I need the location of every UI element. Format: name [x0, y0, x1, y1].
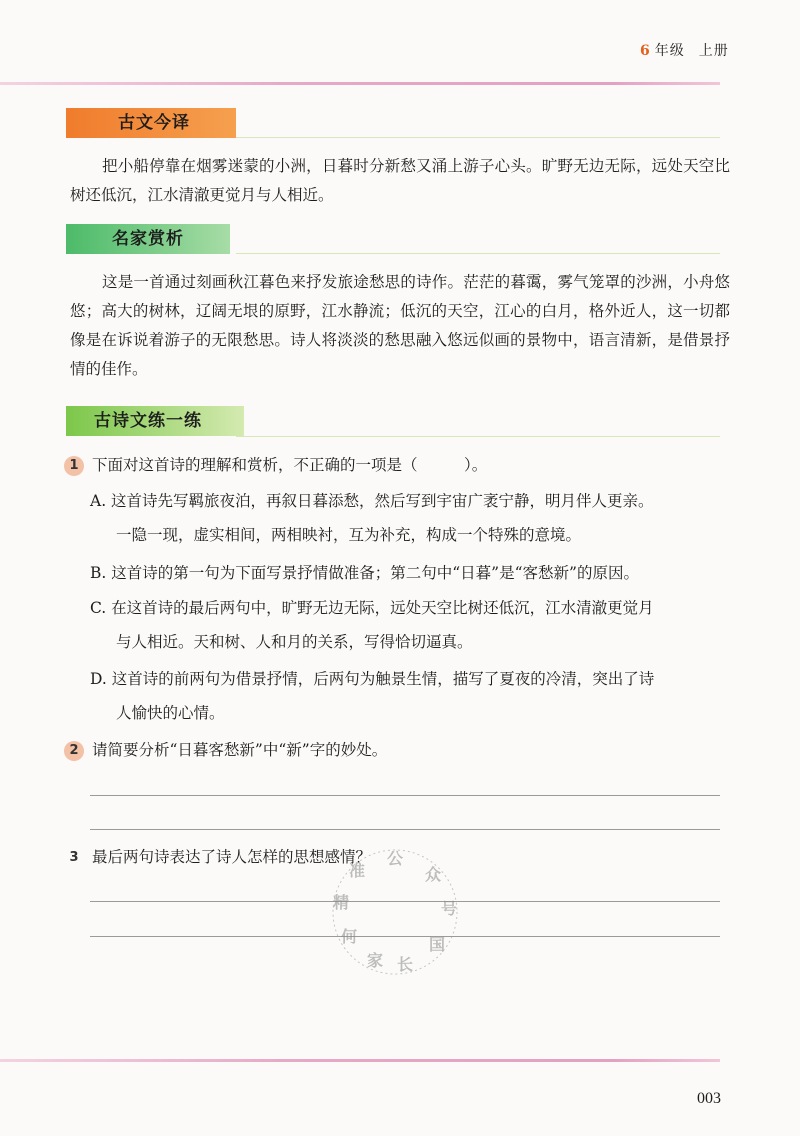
svg-text:众: 众 [424, 865, 442, 884]
svg-text:国: 国 [428, 935, 446, 954]
translation-text: 把小船停靠在烟雾迷蒙的小洲，日暮时分新愁又涌上游子心头。旷野无边无际，远处天空比树还低沉，江水清澈更觉月与人相近。 [70, 157, 730, 204]
option-text: D. 这首诗的前两句为借景抒情，后两句为触景生情，描写了夏夜的冷清，突出了诗 [90, 670, 655, 688]
option-text-continued: 与人相近。天和树、人和月的关系，写得恰切逼真。 [116, 633, 473, 651]
question-number-badge: 1 [64, 456, 84, 476]
question-text: 下面对这首诗的理解和赏析，不正确的一项是（ ）。 [92, 456, 488, 474]
semester-label: 上册 [698, 43, 729, 59]
section-divider [236, 253, 720, 254]
answer-line[interactable] [90, 829, 720, 830]
question-2 [64, 739, 387, 761]
option-text: A. 这首诗先写羁旅夜泊，再叙日暮添愁，然后写到宇宙广袤宁静，明月伴人更亲。 [90, 492, 654, 510]
option-text-continued: 一隐一现，虚实相间，两相映衬，互为补充，构成一个特殊的意境。 [116, 526, 582, 544]
section-practice-title: 古诗文练一练 [66, 406, 244, 436]
option-text: B. 这首诗的第一句为下面写景抒情做准备；第二句中“日暮”是“客愁新”的原因。 [90, 564, 639, 582]
section-appreciation-title: 名家赏析 [66, 224, 230, 254]
svg-text:公: 公 [386, 849, 404, 868]
header-divider [0, 82, 720, 85]
question-number-badge: 3 [69, 850, 79, 865]
svg-text:何: 何 [340, 927, 358, 946]
question-1 [64, 454, 487, 476]
option-a[interactable] [90, 484, 740, 552]
svg-text:精: 精 [332, 893, 350, 912]
section-divider [236, 137, 720, 138]
page-number: 003 [697, 1090, 721, 1107]
option-c[interactable] [90, 591, 740, 659]
question-number-badge: 2 [64, 741, 84, 761]
svg-text:长: 长 [396, 955, 414, 974]
grade-number: 6 [640, 43, 651, 59]
option-text: C. 在这首诗的最后两句中，旷野无边无际，远处天空比树还低沉，江水清澈更觉月 [90, 599, 654, 617]
section-translation-title: 古文今译 [66, 108, 236, 138]
svg-text:号: 号 [440, 899, 458, 918]
answer-line[interactable] [90, 795, 720, 796]
appreciation-text: 这是一首通过刻画秋江暮色来抒发旅途愁思的诗作。茫茫的暮霭，雾气笼罩的沙洲，小舟悠悠；高大的树林，辽阔无垠的原野，江水静流；低沉的天空，江心的白月，格外近人，这一切都像是在诉说着游子的无限愁思。诗人将淡淡的愁思融入悠远似画的景物中，语言清新，是借景抒情的佳作。 [70, 273, 730, 378]
footer-divider [0, 1059, 720, 1062]
option-b[interactable] [90, 556, 740, 590]
svg-text:家: 家 [366, 951, 384, 970]
question-text: 最后两句诗表达了诗人怎样的思想感情？ [92, 848, 372, 866]
question-text: 请简要分析“日暮客愁新”中“新”字的妙处。 [92, 741, 388, 759]
header-grade-label [640, 40, 729, 60]
watermark-stamp [325, 842, 465, 982]
svg-text:准: 准 [348, 861, 366, 880]
section-divider [236, 436, 720, 437]
option-d[interactable] [90, 662, 740, 730]
option-text-continued: 人愉快的心情。 [116, 704, 225, 722]
grade-text: 年级 [654, 43, 685, 59]
